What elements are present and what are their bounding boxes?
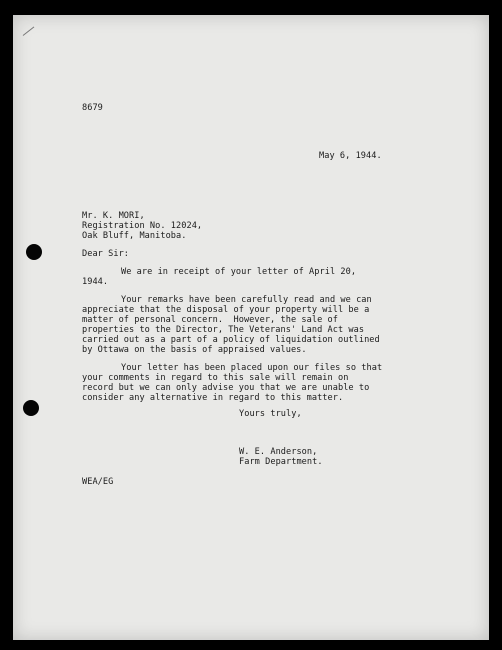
corner-scratch [23, 26, 35, 35]
paragraph-line: consider any alternative in regard to this matter. [82, 393, 344, 403]
paragraph-line: properties to the Director, The Veterans' Land Act was [82, 325, 365, 335]
paragraph-line: carried out as a part of a policy of liquidation outlined [82, 335, 380, 345]
paragraph-line: Your remarks have been carefully read and we can [121, 295, 372, 305]
paragraph-line: your comments in regard to this sale will remain on [82, 373, 349, 383]
paragraph-line: 1944. [82, 277, 109, 287]
typist-initials: WEA/EG [82, 477, 114, 487]
address-line-location: Oak Bluff, Manitoba. [82, 231, 187, 241]
signature-department: Farm Department. [239, 457, 323, 467]
letter-date: May 6, 1944. [319, 151, 382, 161]
paragraph-line: We are in receipt of your letter of April 20, [121, 267, 357, 277]
address-line-registration: Registration No. 12024, [82, 221, 203, 231]
punch-hole-top [26, 244, 42, 260]
signature-name: W. E. Anderson, [239, 447, 318, 457]
closing: Yours truly, [239, 409, 302, 419]
punch-hole-bottom [23, 400, 39, 416]
paragraph-line: record but we can only advise you that we are unable to [82, 383, 370, 393]
file-number: 8679 [82, 103, 103, 113]
paragraph-line: appreciate that the disposal of your property will be a [82, 305, 370, 315]
salutation: Dear Sir: [82, 249, 130, 259]
paragraph-line: by Ottawa on the basis of appraised values. [82, 345, 307, 355]
address-line-name: Mr. K. MORI, [82, 211, 145, 221]
paragraph-line: Your letter has been placed upon our files so that [121, 363, 383, 373]
letter-page [13, 15, 489, 640]
paragraph-line: matter of personal concern. However, the sale of [82, 315, 338, 325]
